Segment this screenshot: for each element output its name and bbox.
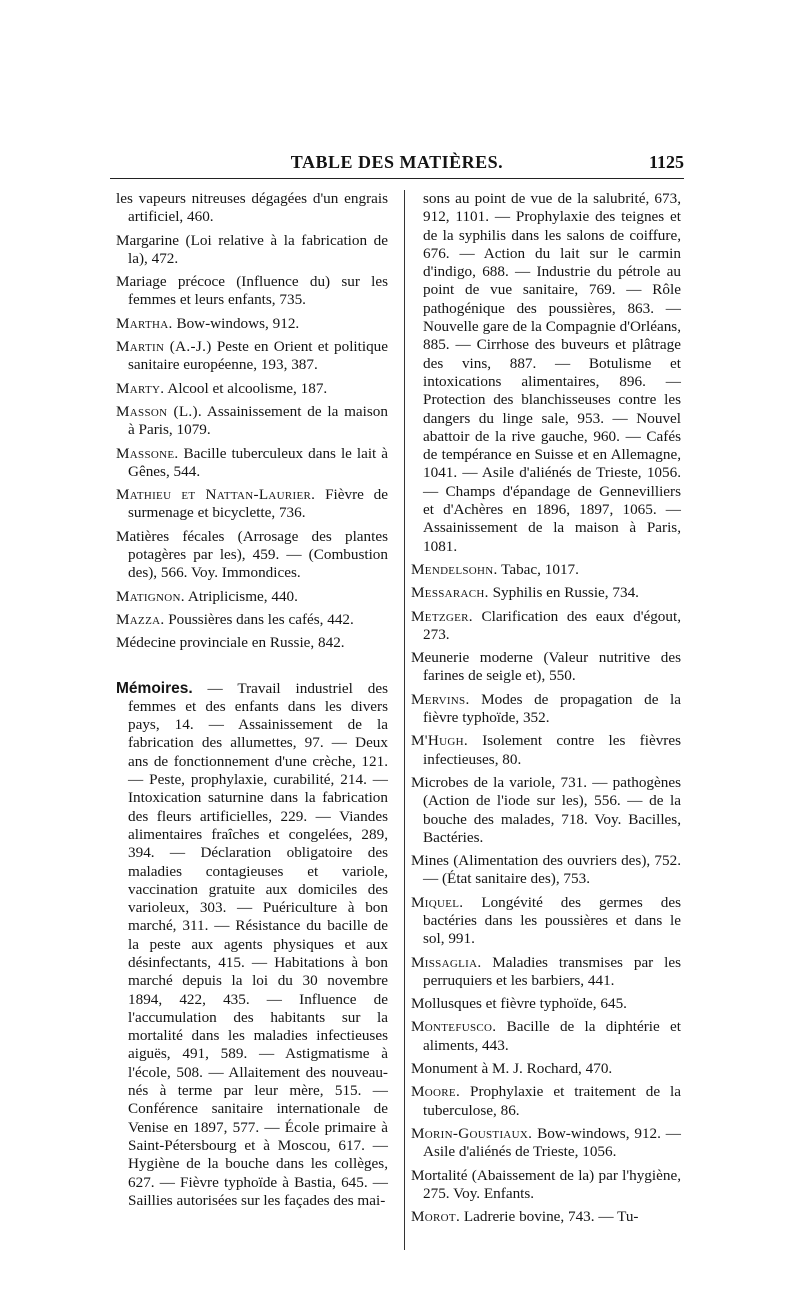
entry-text: Bow-windows, 912. xyxy=(172,314,300,332)
entry-author: Marty. xyxy=(116,379,165,397)
entry-text: Assainissement de la maison à Paris, 1079. xyxy=(128,402,388,439)
entry-text: Tabac, 1017. xyxy=(497,560,579,578)
entry-text: Prophylaxie et traitement de la tuberculose, 86. xyxy=(423,1083,681,1119)
entry-text: Maladies transmises par les perruquiers et les barbiers, 441. xyxy=(423,953,681,989)
index-entry xyxy=(411,1083,681,1120)
index-entry xyxy=(411,691,681,728)
entry-text: Longévité des germes des bactéries dans les poussières et dans le sol, 991. xyxy=(423,893,681,948)
entry-text: Mariage précoce (Influence du) sur les femmes et leurs enfants, 735. xyxy=(116,273,388,309)
index-entry xyxy=(116,588,388,606)
index-entry xyxy=(411,1018,681,1055)
index-entry xyxy=(411,894,681,949)
running-head xyxy=(110,152,684,179)
entry-author: Moore. xyxy=(411,1083,461,1101)
index-entry xyxy=(116,634,388,652)
index-entry xyxy=(116,445,388,482)
entry-author: Morin-Goustiaux. xyxy=(411,1124,533,1142)
entry-text: Atriplicisme, 440. xyxy=(184,587,298,605)
left-column xyxy=(116,190,388,1215)
memoires-entry xyxy=(116,680,388,1211)
page-title: TABLE DES MATIÈRES. xyxy=(290,152,504,172)
index-entry xyxy=(116,611,388,629)
index-entry xyxy=(411,732,681,769)
entry-text: Poussières dans les cafés, 442. xyxy=(164,610,354,628)
index-entry xyxy=(116,403,388,440)
entry-text: Médecine provinciale en Russie, 842. xyxy=(116,634,345,652)
index-entry xyxy=(116,338,388,375)
entry-author: Miquel. xyxy=(411,893,464,911)
index-entry xyxy=(411,1208,681,1226)
entry-text: Bow-windows, 912. — Asile d'aliénés de Trieste, 1056. xyxy=(423,1124,681,1161)
memoires-heading: Mémoires. xyxy=(116,679,193,697)
index-entry xyxy=(411,954,681,991)
section-gap xyxy=(116,658,388,680)
entry-text: Modes de propagation de la fièvre typhoïde, 352. xyxy=(423,690,681,727)
entry-text: Peste en Orient et politique sanitaire européenne, 193, 387. xyxy=(128,338,388,374)
page-number: 1125 xyxy=(648,152,684,172)
entry-author: Missaglia. xyxy=(411,953,482,971)
entry-text: Bacille tuberculeux dans le lait à Gênes, 544. xyxy=(128,444,388,480)
entry-text: Mollusques et fièvre typhoïde, 645. xyxy=(411,995,627,1013)
entry-author: Montefusco. xyxy=(411,1018,497,1036)
entry-text: Mortalité (Abaissement de la) par l'hygiène, 275. Voy. Enfants. xyxy=(411,1166,681,1202)
index-entry xyxy=(411,561,681,579)
entry-author: Mathieu et Nattan-Laurier. xyxy=(116,486,316,504)
index-entry xyxy=(411,774,681,847)
memoires-continuation: sons au point de vue de la salubrité, 673, 912, 1101. — Prophylaxie des teignes et de la syphilis dans les salons de coiffure, 676. — Action du lait sur le carmin d'indigo, 688. — Industrie du pétrole au point de vue sanitaire, 769. — Rôle pathogénique des poussières, 863. — Nouvelle gare de la Compagnie d'Orléans, 885. — Cirrhose des buveurs et plâtrage des vins, 887. — Botulisme et intoxications alimentaires, 896. — Protection des blanchisseuses contre les dangers du linge sale, 953. — Nouvel abattoir de la rive gauche, 960. — Cafés de tempérance en Suisse et en Allemagne, 1041. — Asile d'aliénés de Trieste, 1056. — Champs d'épandage de Gennevilliers et d'Achères en 1896, 1897, 1065. — Assainissement de la maison à Paris, 1081. xyxy=(423,190,681,555)
entry-text: Clarification des eaux d'égout, 273. xyxy=(423,607,681,643)
entry-text: Ladrerie bovine, 743. — Tu- xyxy=(460,1208,639,1226)
index-entry xyxy=(411,1060,681,1078)
index-entry xyxy=(116,486,388,523)
column-divider xyxy=(404,190,405,1250)
index-entry xyxy=(116,232,388,269)
entry-author: Morot. xyxy=(411,1208,461,1226)
entry-text: Mines (Alimentation des ouvriers des), 752. — (État sanitaire des), 753. xyxy=(411,852,681,888)
entry-author: Matignon. xyxy=(116,587,185,605)
left-entries xyxy=(116,190,388,653)
entry-author: Masson (L.). xyxy=(116,402,202,420)
entry-text: Alcool et alcoolisme, 187. xyxy=(164,379,328,397)
entry-author: M'Hugh. xyxy=(411,732,468,750)
index-entry xyxy=(116,190,388,227)
index-entry xyxy=(411,649,681,686)
index-entry xyxy=(411,1167,681,1204)
entry-text: Meunerie moderne (Valeur nutritive des farines de seigle et), 550. xyxy=(411,649,681,685)
index-entry xyxy=(116,528,388,583)
index-entry xyxy=(116,380,388,398)
entry-text: Syphilis en Russie, 734. xyxy=(488,584,639,602)
entry-text: Fièvre de surmenage et bicyclette, 736. xyxy=(128,486,388,522)
index-entry xyxy=(116,273,388,310)
entry-text: Bacille de la diphtérie et aliments, 443. xyxy=(423,1018,681,1054)
entry-text: les vapeurs nitreuses dégagées d'un engrais artificiel, 460. xyxy=(116,190,388,226)
entry-text: Microbes de la variole, 731. — pathogènes (Action de l'iode sur les), 556. — de la bouche des malades, 718. Voy. Bacilles, Bactéries. xyxy=(411,773,681,846)
index-entry xyxy=(116,315,388,333)
entry-author: Martin (A.-J.) xyxy=(116,338,212,356)
right-entries xyxy=(411,561,681,1227)
entry-text: Margarine (Loi relative à la fabrication de la), 472. xyxy=(116,231,388,267)
entry-author: Metzger. xyxy=(411,607,473,625)
entry-author: Mendelsohn. xyxy=(411,560,498,578)
index-entry xyxy=(411,1125,681,1162)
index-entry xyxy=(411,852,681,889)
index-entry xyxy=(411,608,681,645)
memoires-text: — Travail industriel des femmes et des enfants dans les divers pays, 14. — Assainissement de la fabrication des allumettes, 97. — Deux ans de fonctionnement d'une crèche, 121. — Peste, prophylaxie, curabilité, 214. — Intoxication saturnine dans la fabrication des fleurs artificielles, 229. — Viandes alimentaires fraîches et congelées, 289, 394. — Déclaration obligatoire des maladies contagieuses et variole, vaccination gratuite aux domiciles des varioleux, 303. — Puériculture à bon marché, 311. — Résistance du bacille de la peste aux agents physiques et aux désinfectants, 415. — Habitations à bon marché depuis la loi du 30 novembre 1894, 422, 435. — Influence de l'accumulation des habitants sur la mortalité dans les maladies infectieuses aiguës, 491, 589. — Astigmatisme à l'école, 508. — Allaitement des nouveau-nés à terme par leur mère, 515. — Conférence sanitaire internationale de Venise en 1897, 577. — École primaire à Saint-Pétersbourg et à Moscou, 617. — Hygiène de la bouche dans les collèges, 627. — Fièvre typhoïde à Bastia, 645. — Saillies autorisées sur les façades des mai- xyxy=(128,679,388,1209)
entry-text: Matières fécales (Arrosage des plantes potagères par les), 459. — (Combustion des), 566. Voy. Immondices. xyxy=(116,527,388,582)
index-entry xyxy=(411,584,681,602)
entry-author: Martha. xyxy=(116,314,173,332)
index-entry xyxy=(411,995,681,1013)
entry-text: Isolement contre les fièvres infectieuses, 80. xyxy=(423,732,681,768)
entry-author: Massone. xyxy=(116,444,179,462)
entry-author: Messarach. xyxy=(411,584,489,602)
right-column xyxy=(411,190,681,1231)
entry-author: Mazza. xyxy=(116,610,165,628)
entry-author: Mervins. xyxy=(411,690,470,708)
entry-text: Monument à M. J. Rochard, 470. xyxy=(411,1060,613,1078)
